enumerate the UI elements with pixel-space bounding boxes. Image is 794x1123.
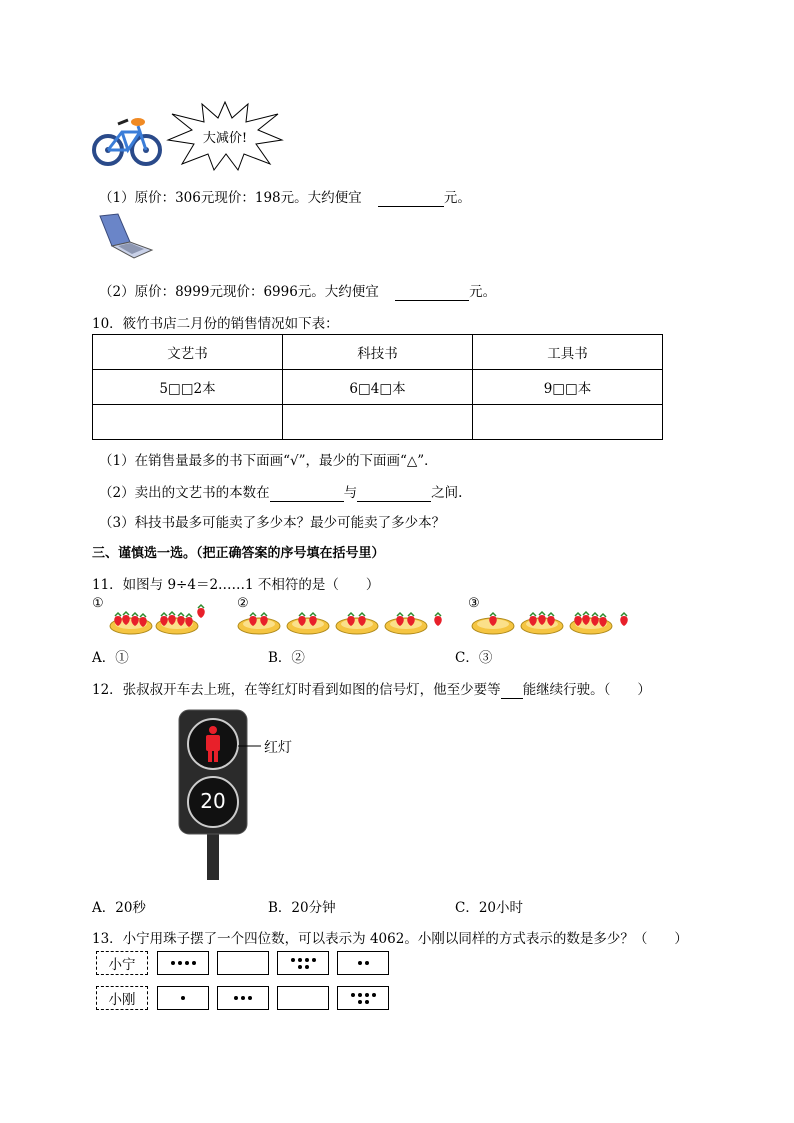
bead-dot	[248, 996, 252, 1000]
sales-table	[92, 334, 663, 440]
sale-burst	[166, 100, 284, 172]
option-a[interactable]: A．①	[92, 650, 129, 666]
bead-dot	[365, 993, 369, 997]
q10-sub1: （1）在销售量最多的书下面画“√”，最少的下面画“△”．	[99, 453, 438, 469]
bead-dot	[358, 1000, 362, 1004]
q10-sub3: （3）科技书最多可能卖了多少本？最少可能卖了多少本？	[99, 515, 446, 531]
bicycle-image	[92, 106, 162, 168]
option-b[interactable]: B．②	[268, 650, 305, 666]
bead-box	[157, 986, 209, 1010]
table-header: 科技书	[283, 335, 473, 370]
bead-dot	[178, 961, 182, 965]
table-cell: 6□4□本	[283, 370, 473, 405]
answer-blank[interactable]	[270, 485, 344, 502]
bead-dot	[181, 996, 185, 1000]
bead-box	[277, 986, 329, 1010]
section-title: 三、谨慎选一选。（把正确答案的序号填在括号里）	[92, 546, 385, 561]
bead-dot	[291, 958, 295, 962]
name-box-xiaoning: 小宁	[96, 951, 148, 975]
bead-dot	[305, 958, 309, 962]
bead-box	[277, 951, 329, 975]
strawberry-plates	[92, 596, 652, 638]
figure-label: ②	[237, 596, 249, 611]
bead-dot	[185, 961, 189, 965]
bead-box	[337, 986, 389, 1010]
mark-cell[interactable]	[93, 405, 283, 440]
table-header: 文艺书	[93, 335, 283, 370]
bead-dot	[351, 993, 355, 997]
countdown-display: 20	[200, 789, 226, 813]
option-b[interactable]: B．20分钟	[268, 900, 336, 916]
bead-dot	[312, 958, 316, 962]
q9-item1: （1）原价：306元现价：198元。大约便宜 元。	[99, 190, 471, 206]
option-c[interactable]: C．20小时	[455, 900, 524, 916]
q11-figures	[92, 596, 652, 638]
figure-label: ③	[468, 596, 480, 611]
figure-label: ①	[92, 596, 104, 611]
bead-dot	[365, 961, 369, 965]
mark-cell[interactable]	[473, 405, 663, 440]
traffic-light	[97, 700, 297, 880]
laptop-image	[96, 212, 154, 260]
bead-box	[217, 951, 269, 975]
bead-dot	[192, 961, 196, 965]
bead-dot	[358, 993, 362, 997]
option-a[interactable]: A．20秒	[92, 900, 146, 916]
bead-dot	[298, 965, 302, 969]
red-light-label: 红灯	[264, 740, 292, 756]
q13-question: 13．小宁用珠子摆了一个四位数，可以表示为 4062。小刚以同样的方式表示的数是多少？（ ）	[92, 931, 688, 947]
option-c[interactable]: C．③	[455, 650, 493, 666]
bead-dot	[372, 993, 376, 997]
q10-title: 10．筱竹书店二月份的销售情况如下表：	[92, 316, 339, 332]
bead-dot	[305, 965, 309, 969]
bead-dot	[298, 958, 302, 962]
bead-dot	[171, 961, 175, 965]
q9-item2: （2）原价：8999元现价：6996元。大约便宜 元。	[99, 284, 497, 300]
answer-blank[interactable]	[395, 284, 469, 301]
table-header: 工具书	[473, 335, 663, 370]
table-cell: 9□□本	[473, 370, 663, 405]
answer-blank[interactable]	[357, 485, 431, 502]
table-cell: 5□□2本	[93, 370, 283, 405]
bead-dot	[241, 996, 245, 1000]
name-box-xiaogang: 小刚	[96, 986, 148, 1010]
bead-box	[157, 951, 209, 975]
burst-text: 大减价!	[202, 131, 248, 146]
bead-dot	[234, 996, 238, 1000]
mark-cell[interactable]	[283, 405, 473, 440]
q11-question: 11．如图与 9÷4＝2……1 不相符的是（ ）	[92, 577, 380, 593]
q10-sub2: （2）卖出的文艺书的本数在 与 之间.	[99, 485, 463, 501]
bead-dot	[358, 961, 362, 965]
bead-dot	[365, 1000, 369, 1004]
bead-box	[337, 951, 389, 975]
q12-question: 12．张叔叔开车去上班，在等红灯时看到如图的信号灯，他至少要等 能继续行驶。（ ）	[92, 682, 651, 698]
answer-blank[interactable]	[501, 682, 523, 699]
answer-blank[interactable]	[378, 190, 444, 207]
bead-box	[217, 986, 269, 1010]
